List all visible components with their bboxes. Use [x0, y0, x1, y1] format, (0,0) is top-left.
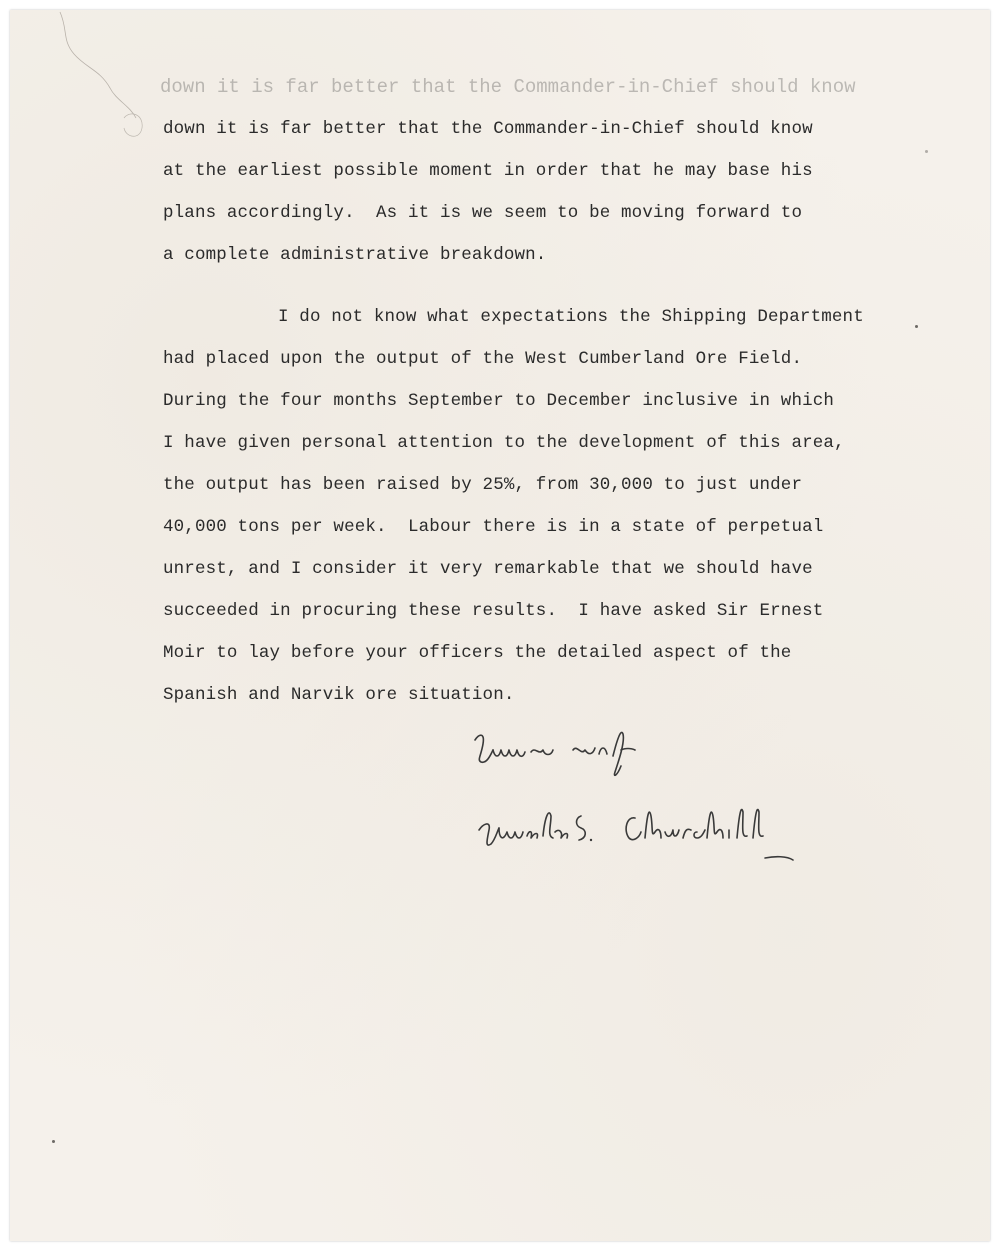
- cut-off-previous-line: [160, 76, 920, 98]
- text-line: had placed upon the output of the West Cumberland Ore Field.: [163, 349, 803, 369]
- paper-speck: [52, 1140, 55, 1143]
- paper-speck: [915, 325, 918, 328]
- paragraph-2: [163, 296, 953, 716]
- text-line: 40,000 tons per week. Labour there is in a state of perpetual: [163, 517, 824, 537]
- text-line: plans accordingly. As it is we seem to be moving forward to: [163, 203, 803, 223]
- ghost-line-text: down it is far better that the Commander-in-Chief should know: [160, 76, 856, 98]
- handwritten-signature: [465, 720, 815, 880]
- text-line: at the earliest possible moment in order that he may base his: [163, 161, 813, 181]
- text-line: the output has been raised by 25%, from 30,000 to just under: [163, 475, 803, 495]
- text-line: succeeded in procuring these results. I have asked Sir Ernest: [163, 601, 824, 621]
- text-line: a complete administrative breakdown.: [163, 245, 547, 265]
- text-line: During the four months September to December inclusive in which: [163, 391, 835, 411]
- text-line: Spanish and Narvik ore situation.: [163, 685, 515, 705]
- paper-crease-mark: [40, 10, 150, 150]
- text-line: unrest, and I consider it very remarkable that we should have: [163, 559, 813, 579]
- text-line: Moir to lay before your officers the detailed aspect of the: [163, 643, 792, 663]
- paragraph-1: [163, 108, 953, 276]
- text-line: down it is far better that the Commander-in-Chief should know: [163, 119, 813, 139]
- paper-speck: [925, 150, 928, 153]
- letter-body: [163, 108, 953, 716]
- text-line: I have given personal attention to the development of this area,: [163, 433, 845, 453]
- text-line: I do not know what expectations the Shipping Department: [278, 307, 864, 327]
- letter-page: [10, 10, 990, 1241]
